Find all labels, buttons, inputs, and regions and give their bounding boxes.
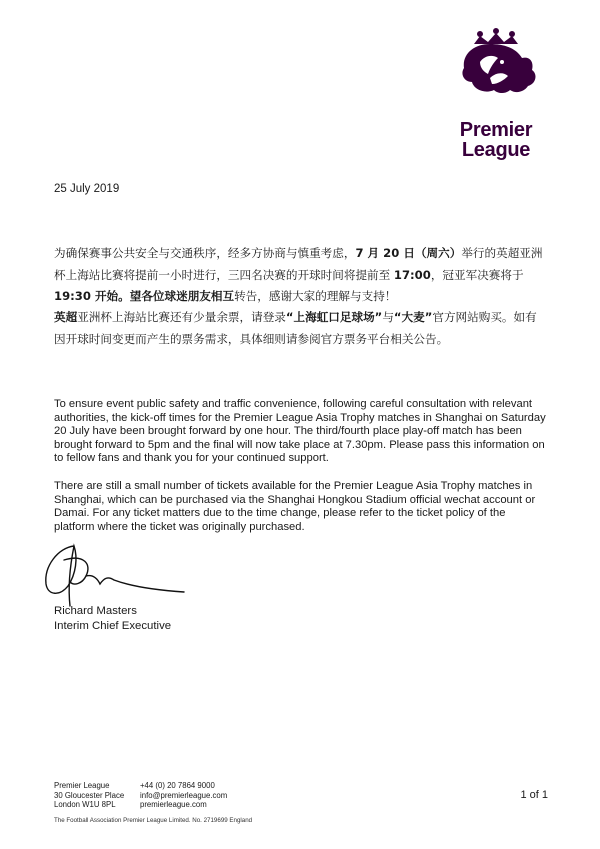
brand-wordmark bbox=[436, 120, 556, 160]
page-number: 1 of 1 bbox=[520, 789, 548, 801]
zh2-stadium: “上海虹口足球场” bbox=[285, 310, 383, 324]
zh1-date: 7 月 20 日（周六） bbox=[355, 246, 462, 260]
legal-notice: The Football Association Premier League Limited. No. 2719699 England bbox=[54, 817, 253, 824]
zh1-text-c: ，冠亚军决赛将于 bbox=[430, 267, 524, 282]
letter-date: 25 July 2019 bbox=[54, 183, 120, 195]
chinese-paragraph-2 bbox=[54, 307, 548, 350]
zh1-time-1930: 19:30 开始。望各位球迷朋友相互 bbox=[54, 289, 235, 304]
zh1-text-d: 转告，感谢大家的理解与支持！ bbox=[234, 289, 397, 304]
brand-line-league: League bbox=[461, 139, 531, 161]
zh2-text-b: 亚洲杯上海站比赛还有少量余票，请登录 bbox=[77, 310, 286, 324]
zh2-text-a: 英超 bbox=[54, 310, 78, 324]
footer-email: info@premierleague.com bbox=[140, 790, 228, 800]
footer-website: premierleague.com bbox=[140, 800, 207, 810]
zh1-text-a: 为确保赛事公共安全与交通秩序，经多方协商与慎重考虑， bbox=[54, 246, 356, 260]
footer-address bbox=[54, 781, 124, 810]
premier-league-logo bbox=[436, 28, 556, 161]
chinese-paragraph-1 bbox=[54, 243, 548, 308]
zh1-text-b: 举行的英超亚洲杯上海站比赛将提前一小时进行，三四名决赛的开球时间将提前至 bbox=[54, 246, 543, 282]
brand-line-premier: Premier bbox=[459, 119, 533, 141]
english-paragraph-2: There are still a small number of tickets available for the Premier League Asia Trophy matches in Shanghai, which can be purchased via the Shanghai Hongkou Stadium official wechat account or Damai. For any ticket matters due to the time change, please refer to the ticket policy of the platform where the ticket was originally purchased. bbox=[54, 480, 536, 533]
signatory-name: Richard Masters bbox=[54, 605, 137, 617]
lion-crest-icon bbox=[450, 28, 542, 96]
footer-phone: +44 (0) 20 7864 9000 bbox=[140, 781, 215, 790]
zh2-text-d: 官方网站购买。如有因开球时间变更而产生的票务需求，具体细则请参阅官方票务平台相关公告。 bbox=[54, 310, 537, 346]
zh2-text-c: 与 bbox=[382, 310, 394, 324]
address-line-1: Premier League bbox=[54, 781, 110, 790]
english-paragraph-1: To ensure event public safety and traffic convenience, following careful consultation with relevant authorities, the kick-off times for the Premier League Asia Trophy matches in Shanghai on Saturday 20 July have been brought forward by one hour. The third/fourth place play-off match has been brought forward to 5pm and the final will now take place at 7.30pm. Please pass this information on to fellow fans and thank you for your continued support. bbox=[54, 398, 546, 465]
footer-contact bbox=[140, 781, 227, 810]
zh2-damai: “大麦” bbox=[393, 310, 433, 324]
address-line-2: 30 Gloucester Place bbox=[54, 790, 125, 800]
signatory-title: Interim Chief Executive bbox=[54, 620, 172, 632]
zh1-time-1700: 17:00 bbox=[393, 267, 431, 282]
address-line-3: London W1U 8PL bbox=[54, 800, 116, 810]
